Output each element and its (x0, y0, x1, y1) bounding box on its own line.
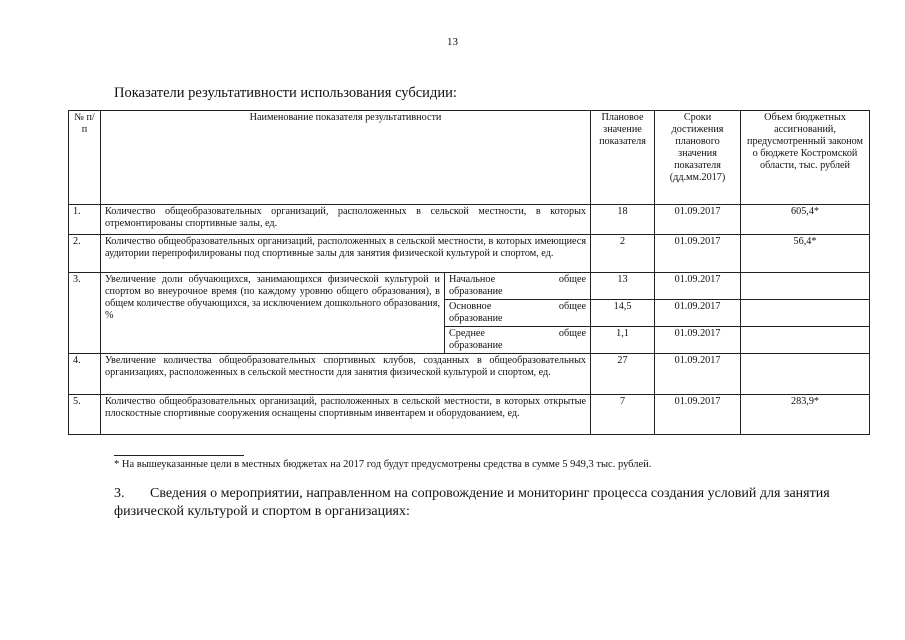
level-word: общее (558, 274, 587, 285)
level-cell (445, 273, 591, 300)
table-row (69, 354, 870, 395)
row-name: Увеличение количества общеобразовательных спортивных клубов, созданных в общеобразовательных организациях, расположенных в сельской местности для занятия физической культурой и спортом, ед. (101, 354, 591, 395)
row-plan: 7 (591, 395, 655, 435)
table-row (69, 205, 870, 235)
level-word: Среднее (449, 328, 485, 339)
row-name: Количество общеобразовательных организаций, расположенных в сельской местности, в которых отремонтированы спортивные залы, ед. (101, 205, 591, 235)
level-word: Начальное (449, 274, 496, 285)
indicators-table (68, 110, 870, 435)
table-title: Показатели результативности использования субсидии: (114, 85, 457, 101)
row-plan: 1,1 (591, 327, 655, 354)
level-cell (445, 327, 591, 354)
level-word: образование (449, 286, 503, 297)
table-row (69, 395, 870, 435)
row-num: 3. (69, 273, 101, 354)
level-word: общее (558, 328, 587, 339)
level-cell (445, 300, 591, 327)
row-budget (741, 273, 870, 300)
row-num: 1. (69, 205, 101, 235)
footnote: * На вышеуказанные цели в местных бюджетах на 2017 год будут предусмотрены средства в сумме 5 949,3 тыс. рублей. (114, 459, 652, 470)
level-word: образование (449, 340, 503, 351)
level-word: Основное (449, 301, 492, 312)
row-deadline: 01.09.2017 (655, 273, 741, 300)
section-text: Сведения о мероприятии, направленном на сопровождение и мониторинг процесса создания условий для занятия физической культурой и спортом в организациях: (114, 486, 830, 519)
row-name: Количество общеобразовательных организаций, расположенных в сельской местности, в которых открытые плоскостные спортивные сооружения оснащены спортивным инвентарем и оборудованием, ед. (101, 395, 591, 435)
row-deadline: 01.09.2017 (655, 395, 741, 435)
level-word: общее (558, 301, 587, 312)
table-row (69, 273, 870, 300)
section-3-paragraph (114, 485, 834, 521)
row-deadline: 01.09.2017 (655, 327, 741, 354)
row-deadline: 01.09.2017 (655, 354, 741, 395)
row-budget (741, 327, 870, 354)
header-name: Наименование показателя результативности (101, 111, 591, 205)
row-num: 4. (69, 354, 101, 395)
row-deadline: 01.09.2017 (655, 300, 741, 327)
footnote-rule (114, 455, 244, 456)
row-plan: 13 (591, 273, 655, 300)
row-plan: 14,5 (591, 300, 655, 327)
row-budget: 56,4* (741, 235, 870, 273)
header-plan: Плановое значение показателя (591, 111, 655, 205)
table-row (69, 235, 870, 273)
row-name: Количество общеобразовательных организаций, расположенных в сельской местности, в которых имеющиеся аудитории перепрофилированы под спортивные залы для занятия физической культурой и спортом, ед. (101, 235, 591, 273)
section-number: 3. (114, 486, 125, 501)
row-num: 2. (69, 235, 101, 273)
header-num: № п/п (69, 111, 101, 205)
row-plan: 18 (591, 205, 655, 235)
row-budget (741, 300, 870, 327)
header-budget: Объем бюджетных ассигнований, предусмотренный законом о бюджете Костромской области, тыс. рублей (741, 111, 870, 205)
row-budget: 605,4* (741, 205, 870, 235)
row-plan: 2 (591, 235, 655, 273)
row-deadline: 01.09.2017 (655, 235, 741, 273)
row-budget: 283,9* (741, 395, 870, 435)
row-plan: 27 (591, 354, 655, 395)
level-word: образование (449, 313, 503, 324)
table-header-row (69, 111, 870, 205)
row-budget (741, 354, 870, 395)
row-num: 5. (69, 395, 101, 435)
row-name: Увеличение доли обучающихся, занимающихся физической культурой и спортом во внеурочное время (по каждому уровню общего образования), в общем количестве обучающихся, за исключением дошкольного образования, % (101, 273, 445, 354)
page-number: 13 (447, 36, 458, 48)
row-deadline: 01.09.2017 (655, 205, 741, 235)
header-deadline: Сроки достижения планового значения показателя (дд.мм.2017) (655, 111, 741, 205)
